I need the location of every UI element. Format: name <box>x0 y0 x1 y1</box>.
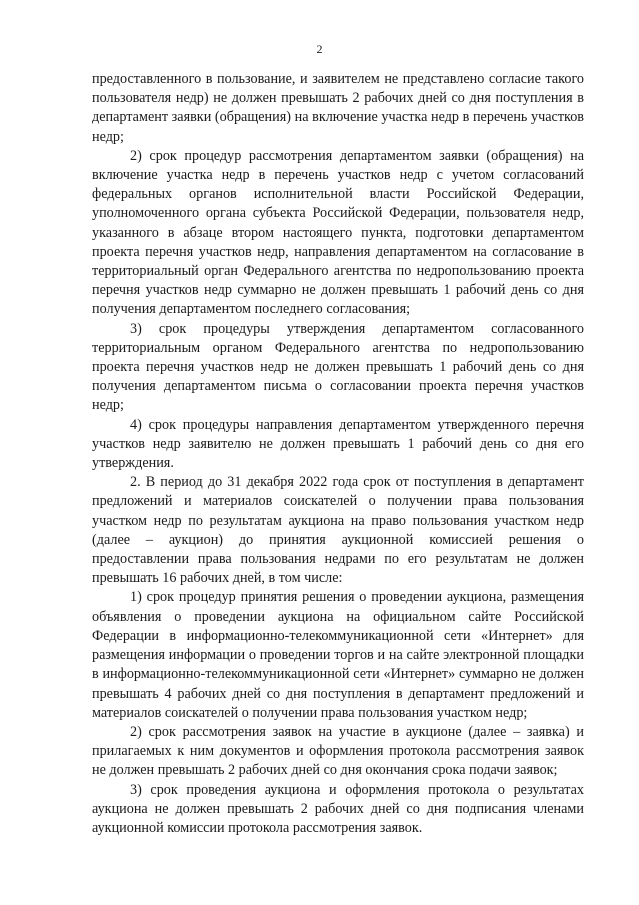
paragraph-subitem-3: 3) срок проведения аукциона и оформления протокола о результатах аукциона не должен превышать 2 рабочих дней со дня подписания членами аукционной комиссии протокола рассмотрения заявок. <box>92 781 584 836</box>
page-number: 2 <box>316 42 323 56</box>
paragraph-subitem-1: 1) срок процедур принятия решения о проведении аукциона, размещения объявления о проведении аукциона на официальном сайте Российской Федерации в информационно-телекоммуникационной сети «Интернет» для размещения информации о проведении торгов и на сайте электронной площадки в информационно-телекоммуникационной сети «Интернет» суммарно не должен превышать 4 рабочих дней со дня поступления в департамент предложений и материалов соискателей о получении права пользования участком недр; <box>92 589 584 721</box>
paragraph-section-2: 2. В период до 31 декабря 2022 года срок от поступления в департамент предложений и материалов соискателей о получении права пользования участком недр по результатам аукциона на право пользования участком недр (далее – аукцион) до принятия аукционной комиссией решения о предоставлении права пользования недрами по его результатам не должен превышать 16 рабочих дней, в том числе: <box>92 474 584 587</box>
paragraph-item-2: 2) срок процедур рассмотрения департаментом заявки (обращения) на включение участка недр в перечень участков недр с учетом согласований федеральных органов исполнительной власти Российской Федерации, уполномоченного органа субъекта Российской Федерации, пользователя недр, указанного в абзаце втором настоящего пункта, подготовки департаментом проекта перечня участков недр, направления департаментом на согласование в территориальный орган Федерального агентства по недропользованию проекта перечня участков недр суммарно не должен превышать 1 рабочий день со дня получения департаментом последнего согласования; <box>92 147 584 318</box>
document-body <box>92 70 584 838</box>
paragraph-continuation: предоставленного в пользование, и заявителем не представлено согласие такого пользователя недр) не должен превышать 2 рабочих дней со дня поступления в департамент заявки (обращения) на включение участка недр в перечень участков недр; <box>92 71 584 145</box>
paragraph-subitem-2: 2) срок рассмотрения заявок на участие в аукционе (далее – заявка) и прилагаемых к ним документов и оформления протокола рассмотрения заявок не должен превышать 2 рабочих дней со дня окончания срока подачи заявок; <box>92 723 584 779</box>
paragraph-item-4: 4) срок процедуры направления департаментом утвержденного перечня участков недр заявителю не должен превышать 1 рабочий день со дня его утверждения. <box>92 416 584 472</box>
paragraph-item-3: 3) срок процедуры утверждения департаментом согласованного территориальным органом Федерального агентства по недропользованию проекта перечня участков недр не должен превышать 1 рабочий день со дня получения департаментом письма о согласовании проекта перечня участков недр; <box>92 320 584 414</box>
